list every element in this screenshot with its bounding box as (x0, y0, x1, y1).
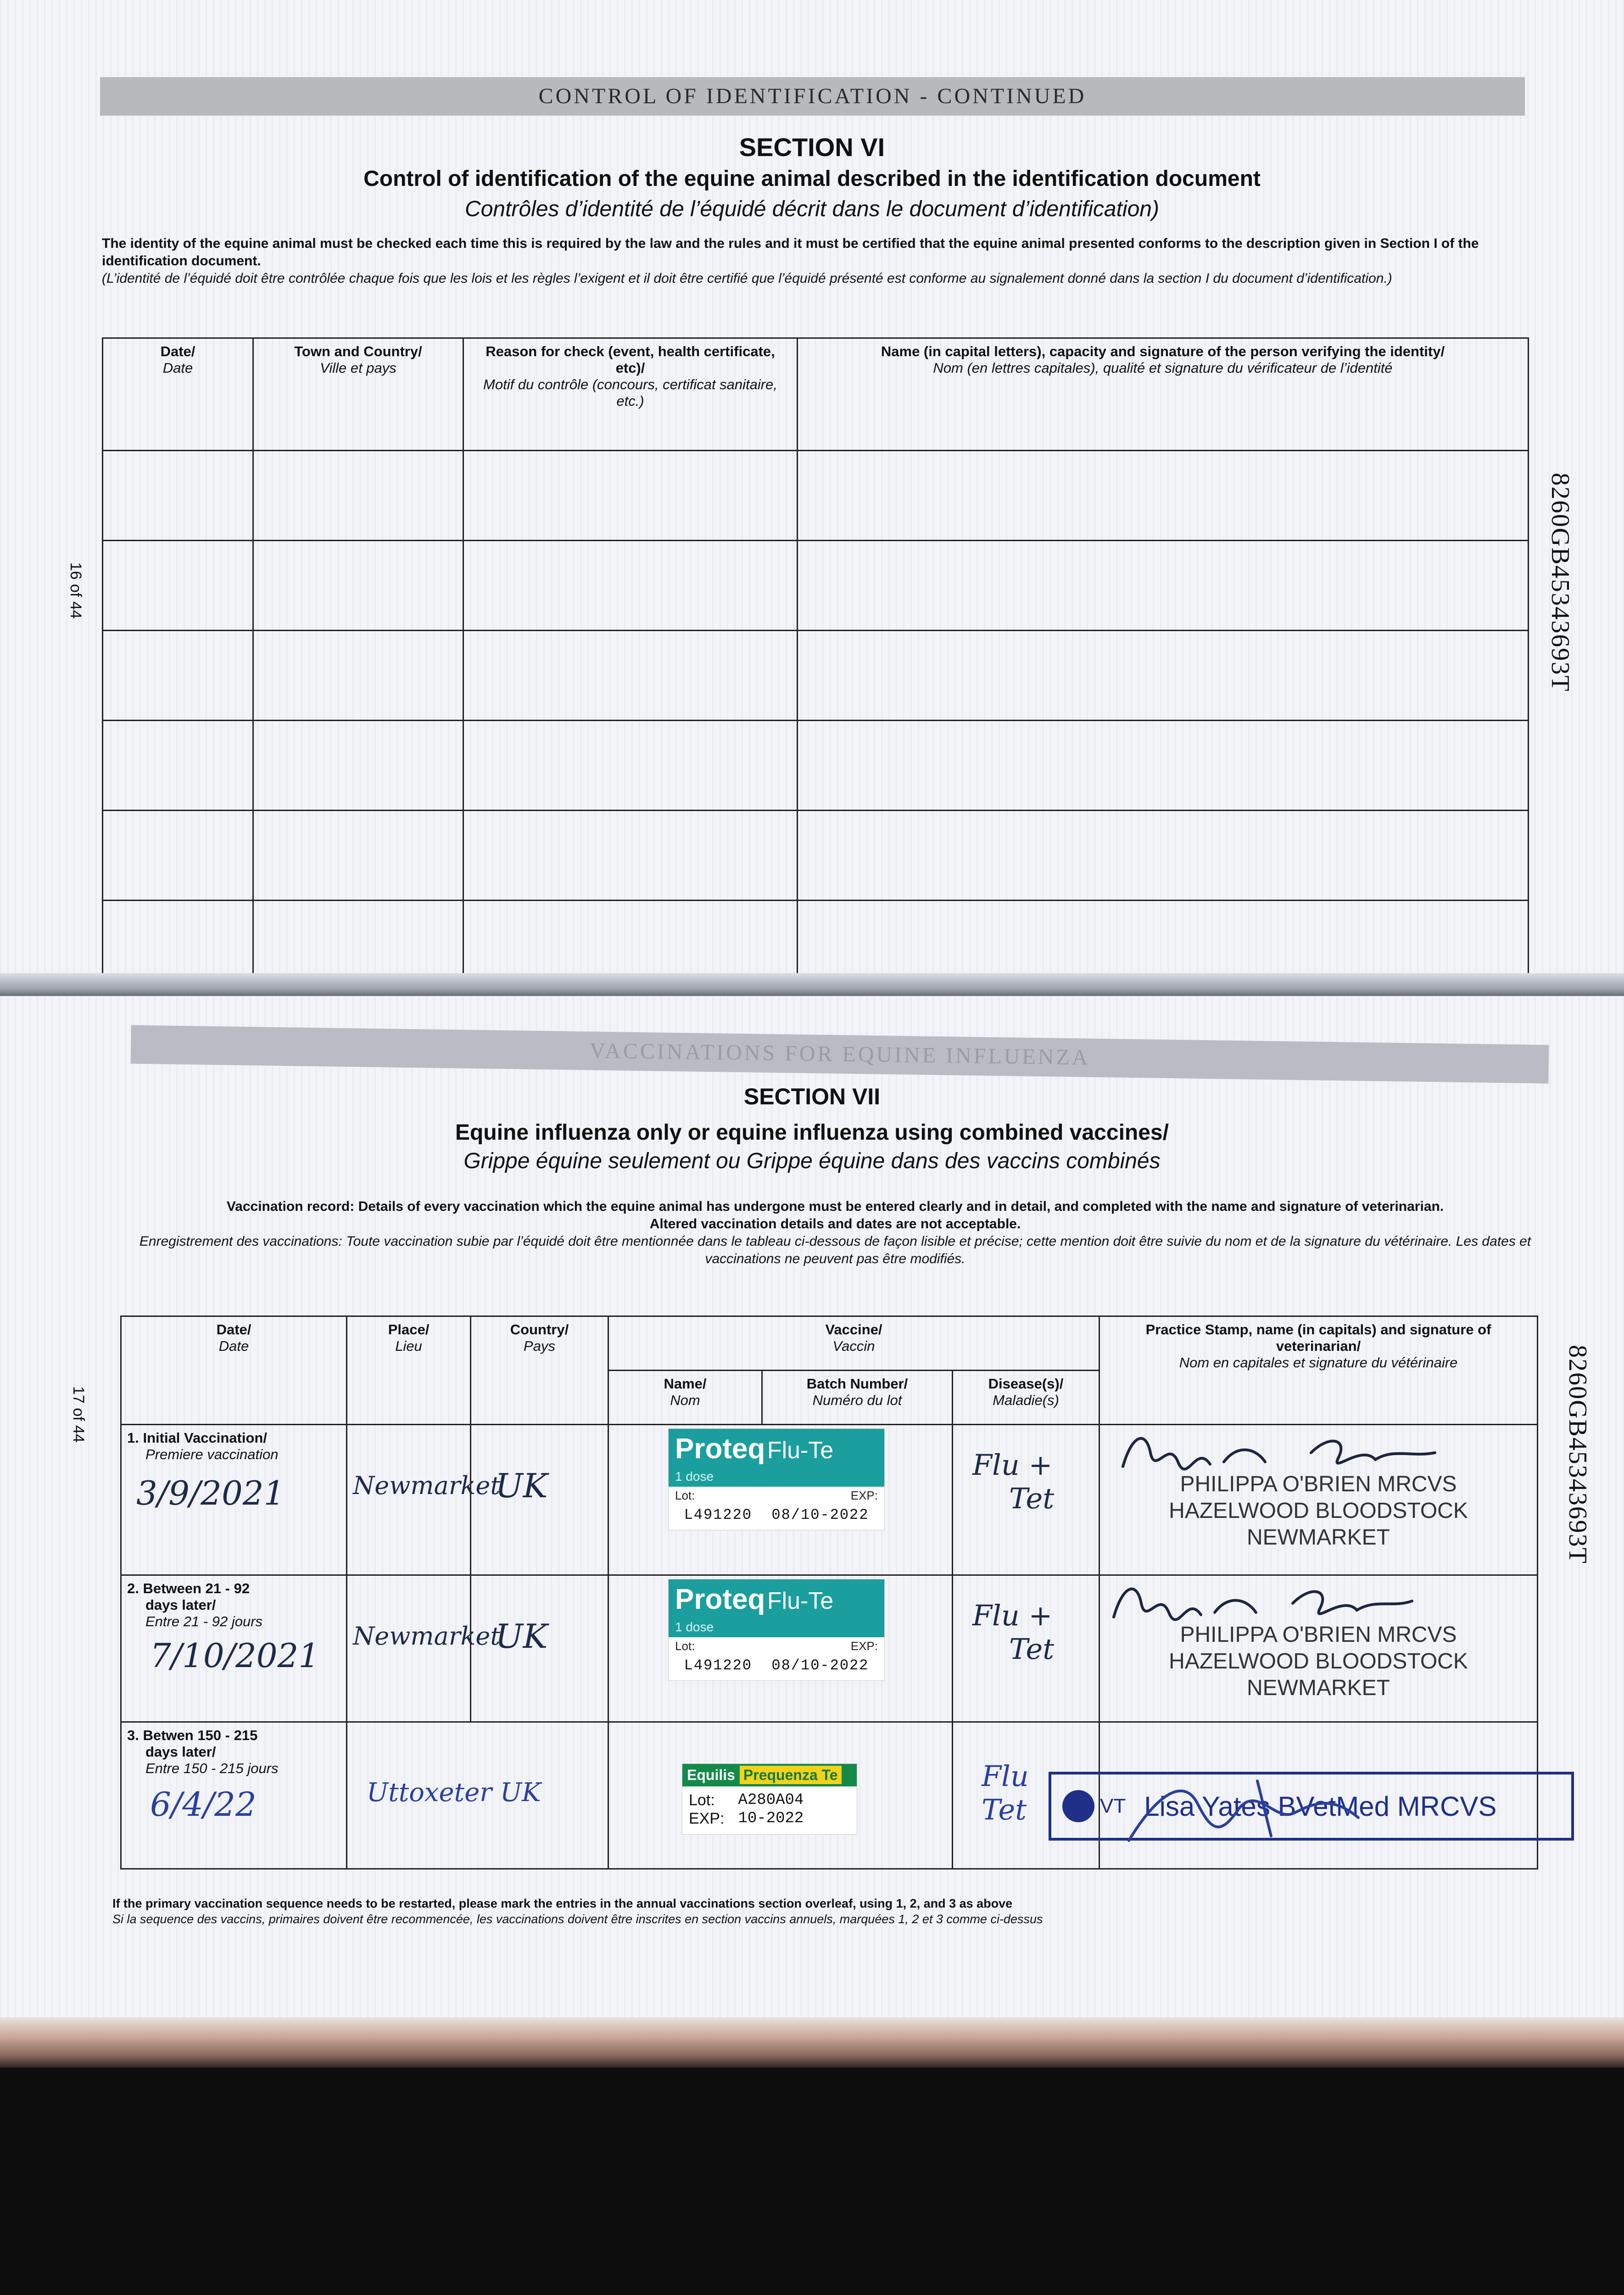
vaccination-date: 3/9/2021 (136, 1474, 285, 1512)
vaccination-date: 7/10/2021 (150, 1636, 320, 1675)
col-reason: Reason for check (event, health certificate, etc)/ Motif du contrôle (concours, certificat sanitaire, etc.) (463, 338, 798, 451)
disease-1: Flu + (972, 1448, 1053, 1482)
table-row (103, 721, 1529, 811)
place-country-cell (347, 1722, 608, 1869)
col-country: Country/ Pays (471, 1316, 608, 1425)
disease-2: Tet (1009, 1482, 1055, 1515)
reason-cell[interactable] (463, 451, 798, 541)
section-subtitle-fr: Grippe équine seulement ou Grippe équine dans des vaccins combinés (463, 1149, 1161, 1173)
practice-stamp: PHILIPPA O'BRIEN MRCVS HAZELWOOD BLOODSTOCK NEWMARKET (1169, 1472, 1468, 1550)
vet-signature-3 (1120, 1767, 1395, 1850)
vaccination-date: 6/4/22 (150, 1785, 257, 1824)
page-17 (0, 996, 1624, 2024)
section-subtitle-en: Equine influenza only or equine influenza using combined vaccines/ (455, 1120, 1169, 1145)
date-cell[interactable] (103, 541, 253, 631)
section-title: SECTION VII (743, 1084, 881, 1109)
place-cell (347, 1575, 501, 1722)
vaccine-sticker: Proteq Flu-Te 1 dose Lot: EXP: L491220 08/10-2022 (669, 1579, 884, 1680)
date-cell[interactable] (103, 631, 253, 721)
date-cell (121, 1722, 347, 1869)
vet-stamp-text: Lisa Yates BVetMed MRCVS (1144, 1791, 1497, 1822)
vaccine-sticker: Equilis Prequenza Te Lot: EXP: A280A04 10-2022 (682, 1764, 857, 1834)
stamp-cell (1099, 1425, 1538, 1575)
table-row (103, 541, 1529, 631)
date-cell[interactable] (103, 451, 253, 541)
vaccine-label-cell (608, 1575, 953, 1722)
reason-cell[interactable] (463, 811, 798, 901)
section-banner: CONTROL OF IDENTIFICATION - CONTINUED (100, 77, 1525, 116)
col-disease: Disease(s)/ Maladie(s) (953, 1371, 1099, 1425)
vaccination-place: Uttoxeter UK (367, 1778, 541, 1808)
town-cell[interactable] (253, 541, 463, 631)
date-cell[interactable] (103, 721, 253, 811)
section-subtitle-en: Control of identification of the equine animal described in the identification document (363, 167, 1261, 191)
section-banner: VACCINATIONS FOR EQUINE INFLUENZA (131, 1025, 1549, 1083)
col-vaccine-name: Name/ Nom (608, 1371, 762, 1425)
date-cell (121, 1575, 347, 1722)
vaccination-country: UK (495, 1467, 548, 1505)
verifier-cell[interactable] (798, 631, 1529, 721)
disease-2: Tet (1009, 1632, 1055, 1666)
col-date: Date/ Date (121, 1316, 347, 1425)
identification-check-table (102, 337, 1529, 979)
town-cell[interactable] (253, 901, 463, 979)
col-stamp: Practice Stamp, name (in capitals) and signature of veterinarian/ Nom en capitales et signature du vétérinaire (1099, 1316, 1538, 1425)
page-16 (0, 0, 1624, 982)
vet-signature (1109, 1576, 1430, 1626)
date-cell[interactable] (103, 811, 253, 901)
town-cell[interactable] (253, 451, 463, 541)
place-cell (347, 1425, 501, 1575)
vet-signature (1118, 1425, 1440, 1476)
disease-1: Flu + (972, 1599, 1053, 1632)
vaccination-place: Newmarket (353, 1471, 501, 1500)
reason-cell[interactable] (463, 901, 798, 979)
reason-cell[interactable] (463, 541, 798, 631)
table-row (103, 901, 1529, 979)
document-number: 8260GB45343693T (1563, 1345, 1592, 1564)
intro-paragraph (102, 235, 1515, 287)
vaccination-row-1 (121, 1425, 1538, 1575)
vaccination-en-2: Altered vaccination details and dates are not acceptable. (649, 1216, 1021, 1231)
book-cover-edge (0, 2017, 1624, 2068)
town-cell[interactable] (253, 631, 463, 721)
town-cell[interactable] (253, 721, 463, 811)
date-cell (121, 1425, 347, 1575)
intro-fr: (L’identité de l’équidé doit être contrôlée chaque fois que les lois et les règles l’exigent et il doit être certifié que l’équidé présenté est conforme au signalement donné dans la section I du document d’identification.) (102, 271, 1392, 286)
verifier-cell[interactable] (798, 901, 1529, 979)
verifier-cell[interactable] (798, 541, 1529, 631)
vaccination-country: UK (495, 1617, 548, 1656)
disease-cell (953, 1575, 1099, 1722)
reason-cell[interactable] (463, 631, 798, 721)
col-verifier: Name (in capital letters), capacity and signature of the person verifying the identity/ Nom (en lettres capitales), qualité et signature du vérificateur de l’identité (798, 338, 1529, 451)
section-subtitle-fr: Contrôles d’identité de l’équidé décrit dans le document d’identification) (465, 197, 1159, 221)
vaccination-paragraph (128, 1198, 1542, 1268)
vaccine-label-cell (608, 1722, 953, 1869)
verifier-cell[interactable] (798, 451, 1529, 541)
vaccine-label-cell (608, 1425, 953, 1575)
row-label: 1. Initial Vaccination/ Premiere vaccination (127, 1430, 279, 1462)
disease-2: Tet (982, 1793, 1027, 1826)
reason-cell[interactable] (463, 721, 798, 811)
table-row (103, 451, 1529, 541)
vaccination-en-1: Vaccination record: Details of every vaccination which the equine animal has undergone must be entered clearly and in detail, and completed with the name and signature of veterinarian. (226, 1199, 1444, 1214)
vaccination-place: Newmarket (353, 1622, 501, 1651)
vaccination-row-2 (121, 1575, 1538, 1722)
town-cell[interactable] (253, 811, 463, 901)
section-title: SECTION VI (739, 133, 885, 162)
verifier-cell[interactable] (798, 721, 1529, 811)
col-date: Date/ Date (103, 338, 253, 451)
vaccine-sticker: Proteq Flu-Te 1 dose Lot: EXP: L491220 08/10-2022 (669, 1429, 884, 1530)
intro-en: The identity of the equine animal must be checked each time this is required by the law and the rules and it must be certified that the equine animal presented conforms to the description given in Section I of the identification document. (102, 236, 1479, 269)
table-row (103, 631, 1529, 721)
footnote-fr: Si la sequence des vaccins, primaires doivent être recommencée, les vaccinations doivent être inscrites en section vaccins annuels, marquées 1, 2 et 3 comme ci-dessus (112, 1912, 1043, 1926)
verifier-cell[interactable] (798, 811, 1529, 901)
footnote-en: If the primary vaccination sequence needs to be restarted, please mark the entries in the annual vaccinations section overleaf, using 1, 2, and 3 as above (112, 1897, 1013, 1910)
date-cell[interactable] (103, 901, 253, 979)
stamp-cell (1099, 1575, 1538, 1722)
page-number: 16 of 44 (67, 562, 84, 619)
disease-1: Flu (982, 1759, 1029, 1793)
row-label: 2. Between 21 - 92 days later/ Entre 21 - 92 jours (127, 1580, 263, 1629)
disease-cell (953, 1425, 1099, 1575)
col-place: Place/ Lieu (347, 1316, 471, 1425)
col-batch: Batch Number/ Numéro du lot (762, 1371, 953, 1425)
col-vaccine: Vaccine/ Vaccin (608, 1316, 1099, 1371)
vaccination-fr: Enregistrement des vaccinations: Toute vaccination subie par l’équidé doit être mentionnée dans le tableau ci-dessous de façon lisible et précise; cette mention doit être suivie du nom et de la signature du vétérinaire. Les dates et vaccinations ne peuvent pas être modifiés. (139, 1234, 1531, 1266)
vet-logo-text: VT (1100, 1795, 1126, 1817)
page-number: 17 of 44 (70, 1386, 87, 1443)
col-town-country: Town and Country/ Ville et pays (253, 338, 463, 451)
vet-logo-icon (1062, 1790, 1094, 1822)
document-number: 8260GB45343693T (1546, 473, 1574, 692)
row-label: 3. Betwen 150 - 215 days later/ Entre 150 - 215 jours (127, 1727, 279, 1776)
practice-stamp: PHILIPPA O'BRIEN MRCVS HAZELWOOD BLOODSTOCK NEWMARKET (1169, 1623, 1468, 1700)
footnote (112, 1896, 1489, 1927)
table-row (103, 811, 1529, 901)
